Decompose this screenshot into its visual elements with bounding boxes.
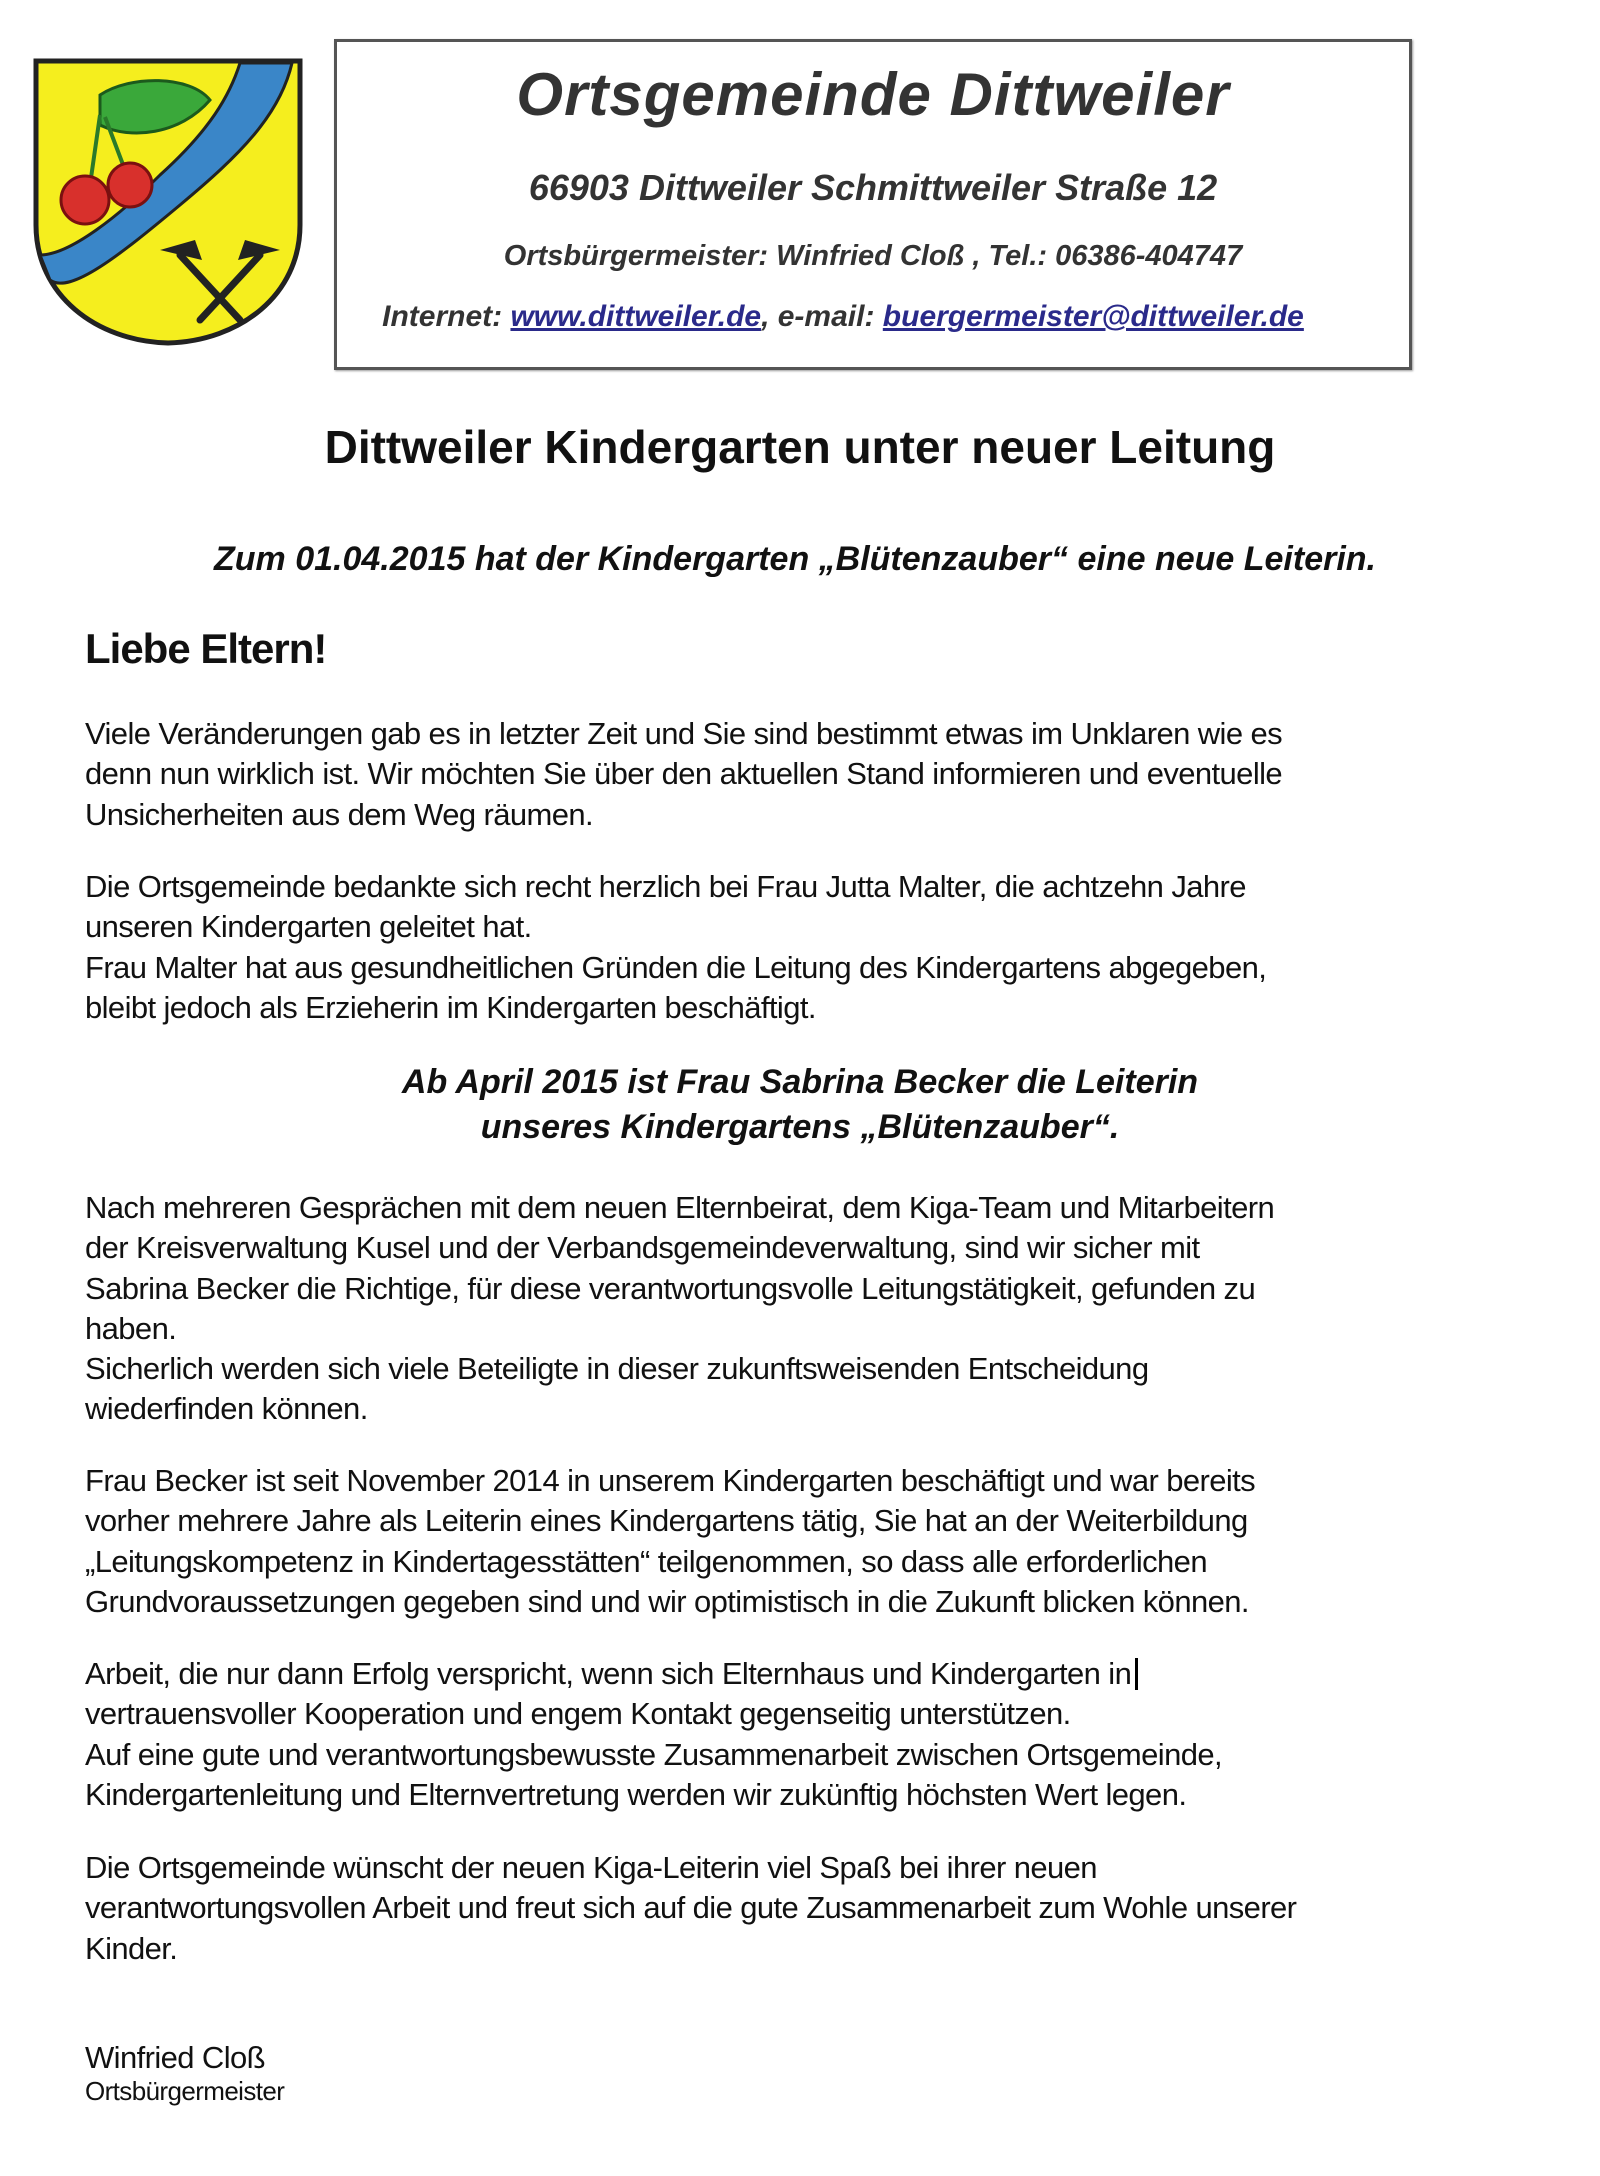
text-line: denn nun wirklich ist. Wir möchten Sie über den aktuellen Stand informieren und eventuelle [85, 756, 1283, 792]
municipality-name: Ortsgemeinde Dittweiler [516, 61, 1230, 128]
text-line: wiederfinden können. [85, 1391, 368, 1427]
text-line-with-cursor [85, 1654, 1222, 1694]
text-line: vorher mehrere Jahre als Leiterin eines Kindergartens tätig, Sie hat an der Weiterbildung [85, 1503, 1248, 1539]
text-line: Kindergartenleitung und Elternvertretung werden wir zukünftig höchsten Wert legen. [85, 1776, 1187, 1812]
signature-block [85, 2040, 284, 2107]
text-line: vertrauensvoller Kooperation und engem Kontakt gegenseitig unterstützen. [85, 1696, 1071, 1732]
coat-of-arms-logo [30, 55, 306, 347]
text-line: Sicherlich werden sich viele Beteiligte in dieser zukunftsweisenden Entscheidung [85, 1351, 1149, 1387]
web-contact [277, 300, 1409, 334]
announcement-line: Ab April 2015 ist Frau Sabrina Becker die Leiterin [401, 1063, 1199, 1101]
text-line: Die Ortsgemeinde bedankte sich recht herzlich bei Frau Jutta Malter, die achtzehn Jahre [85, 869, 1246, 904]
email-label: , e-mail: [761, 300, 875, 333]
website-link[interactable]: www.dittweiler.de [510, 300, 762, 333]
text-line: „Leitungskompetenz in Kindertagesstätten“ teilgenommen, so dass alle erforderlichen [85, 1543, 1207, 1579]
paragraph-5 [85, 1654, 1222, 1815]
greeting: Liebe Eltern! [85, 625, 327, 672]
signature-name: Winfried Cloß [85, 2040, 265, 2075]
text-line: Frau Becker ist seit November 2014 in unserem Kindergarten beschäftigt und war bereits [85, 1463, 1256, 1498]
document-subtitle: Zum 01.04.2015 hat der Kindergarten „Blütenzauber“ eine neue Leiterin. [214, 540, 1376, 578]
text-line: Grundvoraussetzungen gegeben sind und wir optimistisch in die Zukunft blicken können. [85, 1583, 1249, 1619]
text-line: Viele Veränderungen gab es in letzter Zeit und Sie sind bestimmt etwas im Unklaren wie es [85, 716, 1283, 751]
letterhead-box [334, 39, 1412, 370]
text-line: Sabrina Becker die Richtige, für diese verantwortungsvolle Leitungstätigkeit, gefunden zu [85, 1270, 1256, 1306]
paragraph-2 [85, 867, 1266, 1028]
mayor-contact: Ortsbürgermeister: Winfried Cloß , Tel.: 06386-404747 [503, 240, 1243, 272]
text-line: Frau Malter hat aus gesundheitlichen Gründen die Leitung des Kindergartens abgegeben, [85, 949, 1267, 985]
text-line: Arbeit, die nur dann Erfolg verspricht, wenn sich Elternhaus und Kindergarten in [85, 1656, 1132, 1691]
address: 66903 Dittweiler Schmittweiler Straße 12 [528, 167, 1218, 208]
announcement-line: unseres Kindergartens „Blütenzauber“. [480, 1108, 1120, 1146]
text-line: Unsicherheiten aus dem Weg räumen. [85, 796, 594, 832]
document-title: Dittweiler Kindergarten unter neuer Leitung [324, 421, 1276, 473]
signature-role: Ortsbürgermeister [85, 2076, 285, 2106]
paragraph-3 [85, 1188, 1274, 1430]
paragraph-6 [85, 1848, 1296, 1969]
text-line: der Kreisverwaltung Kusel und der Verbandsgemeindeverwaltung, sind wir sicher mit [85, 1230, 1200, 1266]
announcement [0, 1060, 1600, 1150]
text-line: Kinder. [85, 1930, 178, 1966]
text-line: haben. [85, 1310, 177, 1346]
text-line: unseren Kindergarten geleitet hat. [85, 909, 532, 945]
paragraph-4 [85, 1461, 1255, 1622]
text-line: Auf eine gute und verantwortungsbewusste Zusammenarbeit zwischen Ortsgemeinde, [85, 1736, 1222, 1772]
paragraph-1 [85, 714, 1282, 835]
text-cursor [1135, 1658, 1138, 1690]
text-line: Die Ortsgemeinde wünscht der neuen Kiga-Leiterin viel Spaß bei ihrer neuen [85, 1850, 1097, 1885]
internet-label: Internet: [382, 300, 503, 333]
text-line: bleibt jedoch als Erzieherin im Kindergarten beschäftigt. [85, 989, 816, 1025]
text-line: Nach mehreren Gesprächen mit dem neuen Elternbeirat, dem Kiga-Team und Mitarbeitern [85, 1190, 1275, 1225]
text-line: verantwortungsvollen Arbeit und freut sich auf die gute Zusammenarbeit zum Wohle unserer [85, 1890, 1297, 1926]
email-link[interactable]: buergermeister@dittweiler.de [882, 300, 1304, 333]
